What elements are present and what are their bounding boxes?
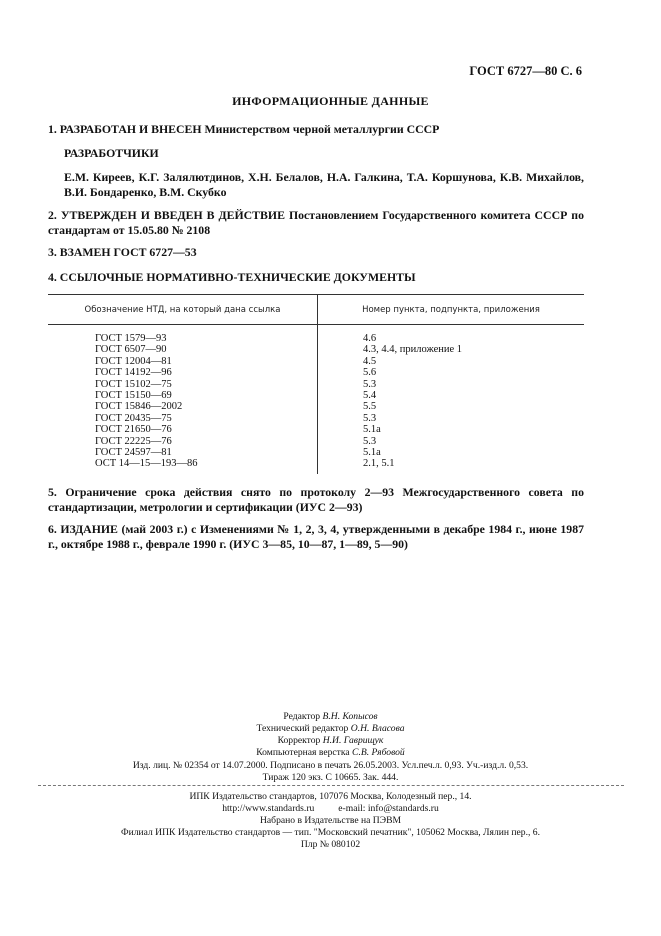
- section-3: 3. ВЗАМЕН ГОСТ 6727—53: [48, 245, 197, 259]
- credit-editor: Редактор В.Н. Копысов: [283, 711, 378, 722]
- credit-tech-editor: Технический редактор О.Н. Власова: [256, 723, 405, 734]
- table-cell-clause: 5.1а: [363, 447, 381, 459]
- developers-list: Е.М. Киреев, К.Г. Залялютдинов, Х.Н. Белалов, Н.А. Галкина, Т.А. Коршунова, К.В. Михайлов, В.И. Бондаренко, В.М. Скубко: [64, 170, 584, 199]
- table-header-clause: Номер пункта, подпункта, приложения: [362, 305, 540, 315]
- table-cell-clause: 5.4: [363, 390, 377, 402]
- table-cell-document: ГОСТ 21650—76: [95, 424, 172, 436]
- table-cell-clause: 4.3, 4.4, приложение 1: [363, 344, 463, 356]
- credit-corrector: Корректор Н.И. Гаврищук: [277, 735, 384, 746]
- table-cell-document: ГОСТ 6507—90: [95, 344, 167, 356]
- table-cell-document: ГОСТ 14192—96: [95, 367, 172, 379]
- table-cell-clause: 4.5: [363, 355, 377, 367]
- license-line: Изд. лиц. № 02354 от 14.07.2000. Подписано в печать 26.05.2003. Усл.печ.л. 0,93. Уч.-изд.л. 0,53.: [132, 760, 529, 771]
- table-cell-document: ГОСТ 15846—2002: [95, 401, 183, 413]
- table-cell-clause: 5.6: [363, 367, 377, 379]
- section-2: 2. УТВЕРЖДЕН И ВВЕДЕН В ДЕЙСТВИЕ Постановлением Государственного комитета СССР по стандартам от 15.05.80 № 2108: [48, 208, 584, 237]
- table-cell-document: ОСТ 14—15—193—86: [95, 458, 198, 470]
- credit-layout: Компьютерная верстка С.В. Рябовой: [256, 747, 405, 758]
- table-cell-document: ГОСТ 15150—69: [95, 390, 172, 402]
- section-4: 4. ССЫЛОЧНЫЕ НОРМАТИВНО-ТЕХНИЧЕСКИЕ ДОКУМЕНТЫ: [48, 270, 416, 284]
- table-cell-clause: 5.3: [363, 412, 377, 424]
- publisher-line: ИПК Издательство стандартов, 107076 Москва, Колодезный пер., 14.: [189, 791, 472, 802]
- section-1: 1. РАЗРАБОТАН И ВНЕСЕН Министерством черной металлургии СССР: [48, 122, 440, 136]
- table-cell-clause: 2.1, 5.1: [363, 458, 395, 470]
- table-cell-document: ГОСТ 22225—76: [95, 435, 172, 447]
- separator-line: [38, 785, 624, 786]
- table-header-rule: [48, 324, 584, 325]
- table-cell-document: ГОСТ 12004—81: [95, 355, 172, 367]
- table-cell-document: ГОСТ 24597—81: [95, 447, 172, 459]
- table-cell-clause: 5.1а: [363, 424, 381, 436]
- plr-line: Плр № 080102: [300, 839, 361, 850]
- table-cell-document: ГОСТ 15102—75: [95, 378, 172, 390]
- table-cell-clause: 5.3: [363, 378, 377, 390]
- table-column-clauses: [363, 333, 462, 470]
- web-contacts-line: http://www.standards.ru e-mail: info@standards.ru: [222, 803, 439, 814]
- page-header-code: ГОСТ 6727—80 С. 6: [469, 64, 582, 78]
- table-column-divider: [317, 294, 318, 474]
- section-6: 6. ИЗДАНИЕ (май 2003 г.) с Изменениями № 1, 2, 3, 4, утвержденными в декабре 1984 г., июне 1987 г., октябре 1988 г., феврале 1990 г. (ИУС 3—85, 10—87, 1—89, 5—90): [48, 522, 584, 551]
- table-cell-document: ГОСТ 1579—93: [95, 333, 167, 344]
- typeset-line: Набрано в Издательстве на ПЭВМ: [260, 815, 401, 826]
- developers-heading: РАЗРАБОТЧИКИ: [64, 146, 159, 160]
- table-cell-clause: 5.5: [363, 401, 377, 413]
- reference-table: [48, 294, 584, 474]
- table-column-documents: [95, 333, 198, 470]
- circulation-line: Тираж 120 экз. С 10665. Зак. 444.: [262, 772, 399, 783]
- table-cell-clause: 4.6: [363, 333, 377, 344]
- table-cell-clause: 5.3: [363, 435, 377, 447]
- table-cell-document: ГОСТ 20435—75: [95, 412, 172, 424]
- section-5: 5. Ограничение срока действия снято по протоколу 2—93 Межгосударственного совета по стандартизации, метрологии и сертификации (ИУС 2—93): [48, 485, 584, 514]
- table-top-rule: [48, 294, 584, 295]
- print-branch-line: Филиал ИПК Издательство стандартов — тип. "Московский печатник", 105062 Москва, Лялин пер., 6.: [121, 827, 540, 838]
- table-header-document: Обозначение НТД, на который дана ссылка: [84, 305, 281, 315]
- document-title: ИНФОРМАЦИОННЫЕ ДАННЫЕ: [232, 94, 429, 108]
